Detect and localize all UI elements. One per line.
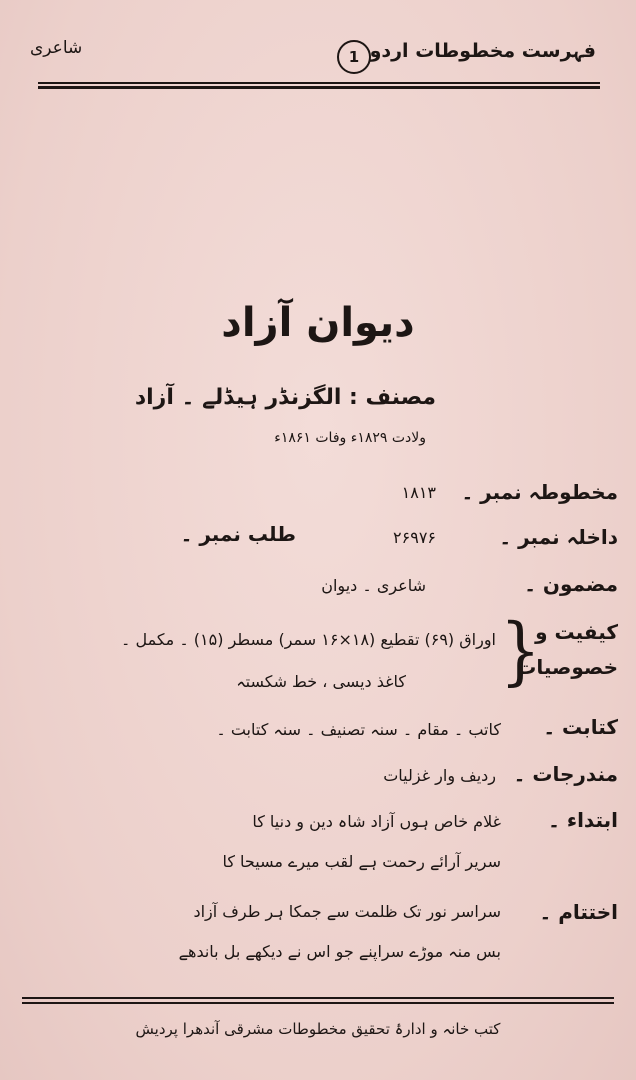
bottom-rule-thin [22, 997, 614, 999]
accession-number-label: داخلہ نمبر ۔ [499, 525, 618, 549]
bottom-rule-thick [22, 1002, 614, 1004]
features-value-1: اوراق (۶۹) تقطیع (۱۸×۱۶ سمر) مسطر (۱۵) ۔ مکمل ۔ [121, 630, 496, 649]
header-category: شاعری [30, 38, 83, 58]
beginning-line-1: غلام خاص ہوں آزاد شاہ دین و دنیا کا [252, 812, 501, 831]
features-brace: } [500, 609, 541, 695]
page-number: 1 [337, 40, 371, 74]
ending-label: اختتام ۔ [539, 900, 618, 924]
manuscript-title: دیوان آزاد [221, 300, 415, 346]
manuscript-number-label: مخطوطہ نمبر ۔ [461, 480, 618, 504]
ending-line-2: بس منہ موڑے سراپنے جو اس نے دیکھے بل باندھے [178, 942, 501, 961]
beginning-label: ابتداء ۔ [548, 808, 618, 832]
author-line: مصنف : الگزنڈر ہیڈلے ۔ آزاد [134, 385, 436, 410]
features-label-1: کیفیت و [535, 620, 618, 644]
scribe-label: کتابت ۔ [543, 715, 618, 739]
scribe-value: کاتب ۔ مقام ۔ سنہ تصنیف ۔ سنہ کتابت ۔ [216, 720, 501, 739]
subject-value: شاعری ۔ دیوان [321, 576, 426, 595]
features-label-2: خصوصیات [516, 655, 618, 679]
dates-line: ولادت ۱۸۲۹ء وفات ۱۸۶۱ء [274, 430, 426, 446]
manuscript-number-value: ۱۸۱۳ [401, 483, 436, 502]
beginning-line-2: سریر آرائے رحمت ہے لقب میرے مسیحا کا [222, 852, 501, 871]
top-rule-thin [38, 82, 600, 84]
contents-label: مندرجات ۔ [513, 762, 618, 786]
top-rule-thick [38, 86, 600, 89]
accession-number-value: ۲۶۹۷۶ [393, 528, 436, 547]
subject-label: مضمون ۔ [524, 572, 618, 596]
features-value-2: کاغذ دیسی ، خط شکستہ [236, 672, 406, 691]
contents-value: ردیف وار غزلیات [383, 766, 496, 785]
call-number-label: طلب نمبر ۔ [180, 522, 296, 546]
header-catalog-title: فہرست مخطوطات اردو [369, 40, 596, 62]
footer-institution: کتب خانہ و ادارۂ تحقیق مخطوطات مشرقی آندھرا پردیش [135, 1020, 501, 1038]
ending-line-1: سراسر نور تک ظلمت سے جمکا ہر طرف آزاد [193, 902, 501, 921]
